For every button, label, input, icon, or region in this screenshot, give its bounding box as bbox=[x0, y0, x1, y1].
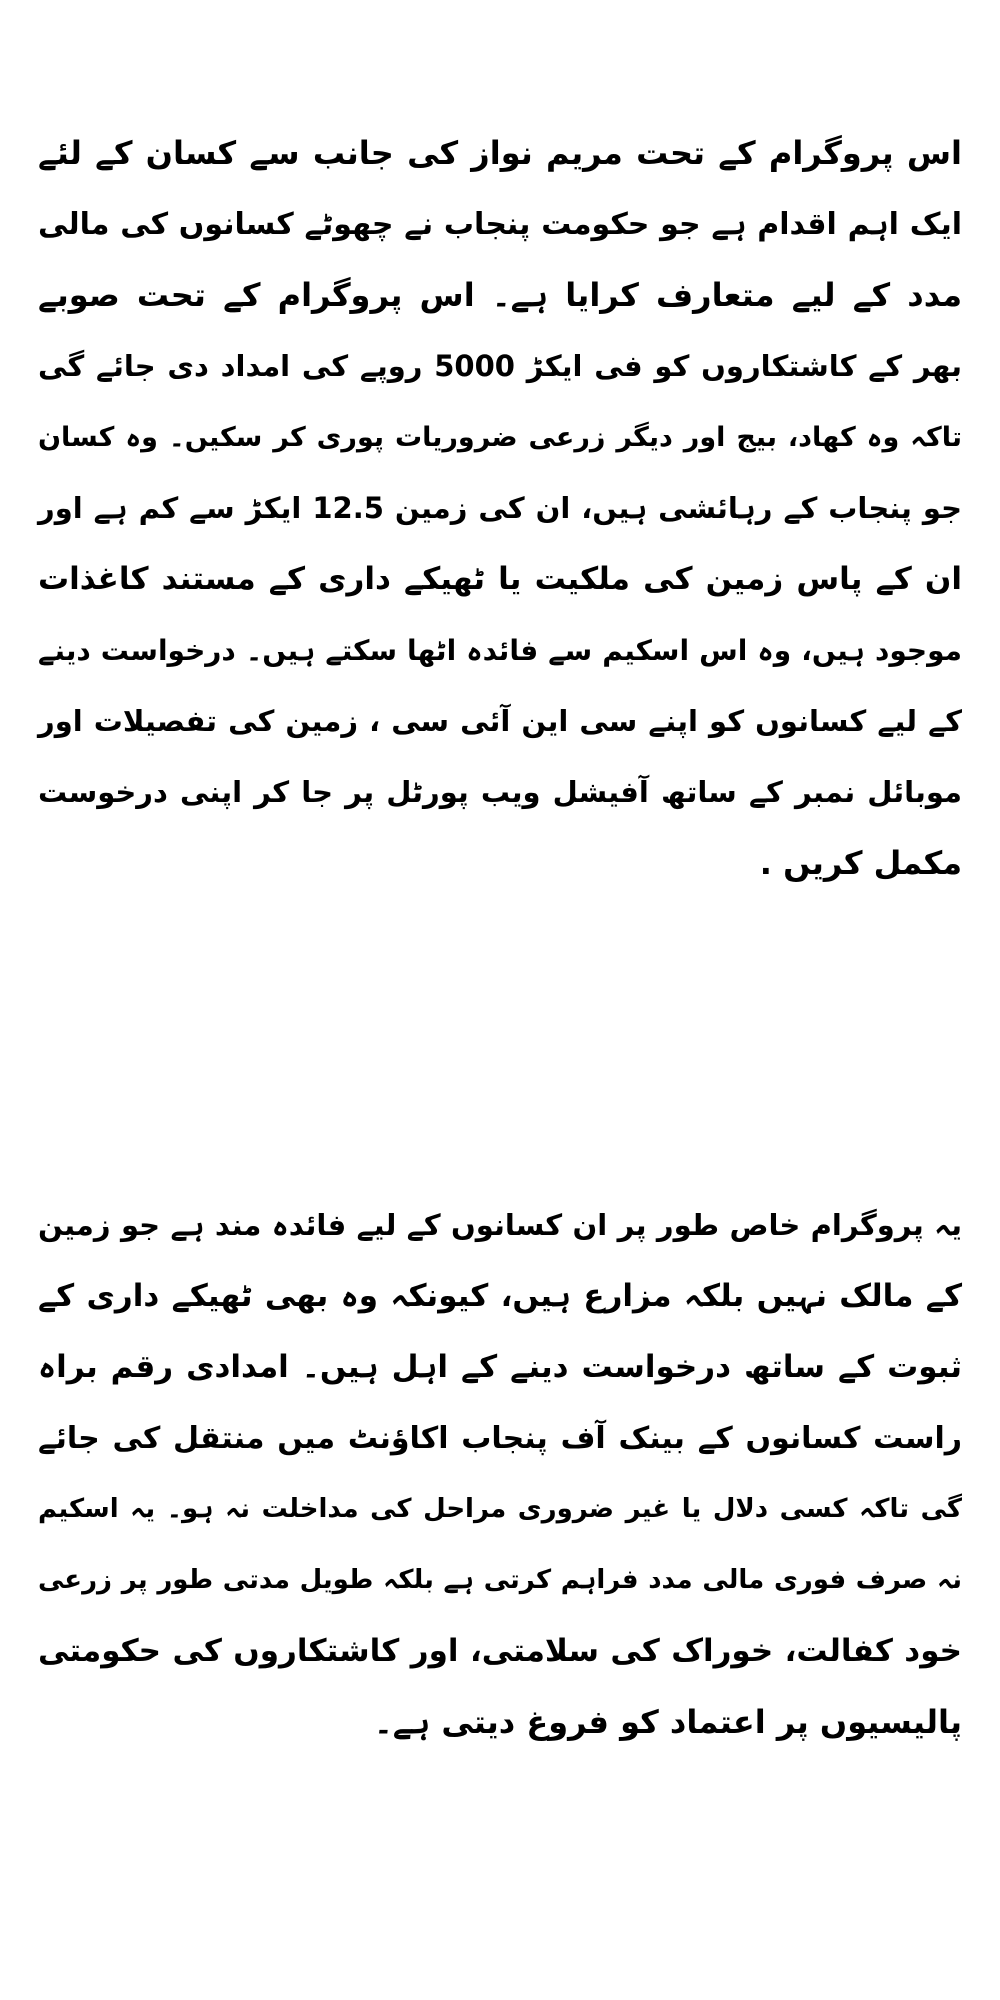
text-line: پالیسیوں پر اعتماد کو فروغ دیتی ہے۔ bbox=[373, 1703, 962, 1741]
text-line: مکمل کریں . bbox=[759, 844, 962, 882]
text-line: ثبوت کے ساتھ درخواست دینے کے اہل ہیں۔ امدادی رقم براہ bbox=[38, 1349, 962, 1385]
text-line: اس پروگرام کے تحت مریم نواز کی جانب سے کسان کے لئے bbox=[38, 134, 962, 172]
paragraph-1 bbox=[38, 118, 962, 899]
text-line: ان کے پاس زمین کی ملکیت یا ٹھیکے داری کے مستند کاغذات bbox=[38, 561, 962, 597]
text-line: موجود ہیں، وہ اس اسکیم سے فائدہ اٹھا سکتے ہیں۔ درخواست دینے bbox=[38, 634, 962, 667]
text-line: یہ پروگرام خاص طور پر ان کسانوں کے لیے فائدہ مند ہے جو زمین bbox=[38, 1208, 962, 1242]
text-line: تاکہ وہ کھاد، بیج اور دیگر زرعی ضروریات پوری کر سکیں۔ وہ کسان bbox=[38, 422, 962, 453]
text-line: کے لیے کسانوں کو اپنے سی این آئی سی ، زمین کی تفصیلات اور bbox=[38, 704, 962, 738]
text-line: کے مالک نہیں بلکہ مزارع ہیں، کیونکہ وہ بھی ٹھیکے داری کے bbox=[38, 1278, 962, 1314]
text-line: راست کسانوں کے بینک آف پنجاب اکاؤنٹ میں منتقل کی جائے bbox=[38, 1421, 962, 1456]
text-line: خود کفالت، خوراک کی سلامتی، اور کاشتکاروں کی حکومتی bbox=[38, 1633, 962, 1669]
text-line: جو پنجاب کے رہائشی ہیں، ان کی زمین 12.5 ایکڑ سے کم ہے اور bbox=[38, 491, 962, 525]
text-line: گی تاکہ کسی دلال یا غیر ضروری مراحل کی مداخلت نہ ہو۔ یہ اسکیم bbox=[38, 1494, 962, 1524]
text-line: مدد کے لیے متعارف کرایا ہے۔ اس پروگرام کے تحت صوبے bbox=[38, 276, 962, 314]
paragraph-2 bbox=[38, 1190, 962, 1758]
text-line: ایک اہم اقدام ہے جو حکومت پنجاب نے چھوٹے کسانوں کی مالی bbox=[38, 207, 962, 242]
text-line: نہ صرف فوری مالی مدد فراہم کرتی ہے بلکہ طویل مدتی طور پر زرعی bbox=[38, 1565, 962, 1595]
text-line: موبائل نمبر کے ساتھ آفیشل ویب پورٹل پر جا کر اپنی درخوست bbox=[38, 775, 962, 809]
text-line: بھر کے کاشتکاروں کو فی ایکڑ 5000 روپے کی امداد دی جائے گی bbox=[38, 349, 962, 383]
